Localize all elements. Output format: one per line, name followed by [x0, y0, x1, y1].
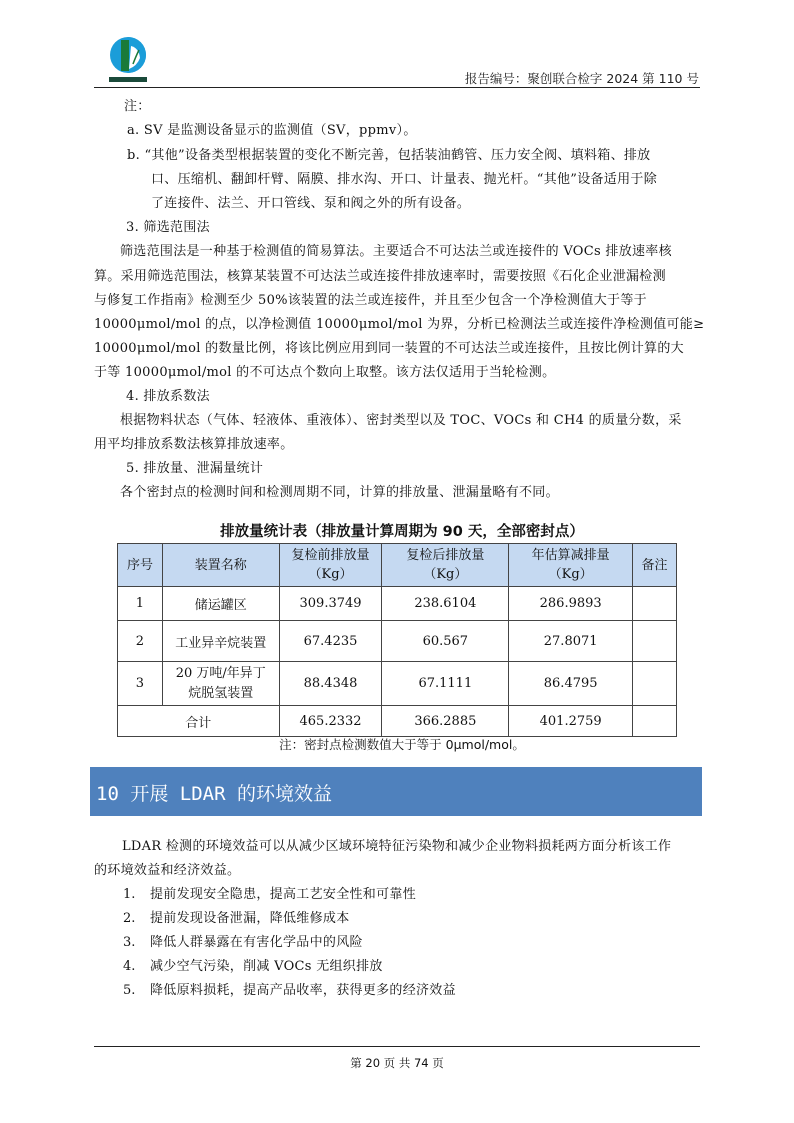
method3-line: 于等 10000μmol/mol 的不可达点个数向上取整。该方法仅适用于当轮检测。 [94, 365, 556, 380]
method3-line: 筛选范围法是一种基于检测值的简易算法。主要适合不可达法兰或连接件的 VOCs 排放速率核 [120, 244, 672, 259]
method5-line: 各个密封点的检测时间和检测周期不同，计算的排放量、泄漏量略有不同。 [120, 485, 559, 500]
note-b-line: b. “其他”设备类型根据装置的变化不断完善，包括装油鹤管、压力安全阀、填料箱、排放 [127, 148, 651, 163]
cell-before: 309.3749 [279, 587, 382, 621]
list-item-number: 3. [123, 935, 136, 950]
cell-annual: 27.8071 [509, 621, 633, 662]
list-item-text: 提前发现安全隐患，提高工艺安全性和可靠性 [150, 887, 417, 902]
page-number: 第 20 页 共 74 页 [350, 1056, 444, 1070]
emissions-table [117, 543, 677, 737]
cell-before: 67.4235 [279, 621, 382, 662]
list-item-text: 降低原料损耗，提高产品收率，获得更多的经济效益 [150, 983, 456, 998]
column-header-annual: 年估算减排量 （Kg） [509, 544, 633, 587]
method3-line: 与修复工作指南》检测至少 50%该装置的法兰或连接件，并且至少包含一个净检测值大于等于 [94, 293, 647, 308]
header-divider [94, 87, 700, 88]
cell-after: 60.567 [382, 621, 509, 662]
cell-total-label: 合计 [118, 706, 280, 737]
cell-no: 2 [118, 621, 163, 662]
method3-line: 算。采用筛选范围法，核算某装置不可达法兰或连接件排放速率时，需要按照《石化企业泄漏检测 [94, 269, 666, 284]
method4-heading: 4. 排放系数法 [126, 389, 210, 404]
note-b-line: 了连接件、法兰、开口管线、泵和阀之外的所有设备。 [151, 196, 471, 211]
note-a: a. SV 是监测设备显示的监测值（SV，ppmv）。 [127, 123, 417, 138]
list-item-number: 4. [123, 959, 136, 974]
cell-after: 238.6104 [382, 587, 509, 621]
cell-before: 88.4348 [279, 662, 382, 706]
list-item-number: 2. [123, 911, 136, 926]
cell-name: 工业异辛烷装置 [162, 621, 279, 662]
method3-line: 10000μmol/mol 的点，以净检测值 10000μmol/mol 为界，分析已检测法兰或连接件净检测值可能≥ [94, 317, 705, 332]
report-number: 报告编号：聚创联合检字 2024 第 110 号 [464, 71, 699, 86]
cell-no: 3 [118, 662, 163, 706]
cell-annual: 86.4795 [509, 662, 633, 706]
method4-line: 根据物料状态（气体、轻液体、重液体）、密封类型以及 TOC、VOCs 和 CH4 的质量分数，采 [120, 413, 682, 428]
cell-no: 1 [118, 587, 163, 621]
table-row [118, 621, 677, 662]
section-title: 10 开展 LDAR 的环境效益 [96, 783, 332, 805]
list-item-text: 减少空气污染，削减 VOCs 无组织排放 [150, 959, 383, 974]
table-note: 注：密封点检测数值大于等于 0μmol/mol。 [279, 737, 525, 752]
method3-heading: 3. 筛选范围法 [126, 220, 210, 235]
footer-divider [94, 1046, 700, 1047]
logo-icon [107, 36, 149, 86]
table-header-row [118, 544, 677, 587]
cell-after: 67.1111 [382, 662, 509, 706]
notes-label: 注： [124, 99, 151, 114]
column-header-after: 复检后排放量 （Kg） [382, 544, 509, 587]
method4-line: 用平均排放系数法核算排放速率。 [94, 437, 294, 452]
company-logo [107, 36, 149, 86]
list-item-text: 降低人群暴露在有害化学品中的风险 [150, 935, 363, 950]
cell-remark [633, 621, 677, 662]
cell-total-remark [633, 706, 677, 737]
table-total-row [118, 706, 677, 737]
method5-heading: 5. 排放量、泄漏量统计 [126, 461, 264, 476]
cell-remark [633, 587, 677, 621]
cell-remark [633, 662, 677, 706]
cell-name: 储运罐区 [162, 587, 279, 621]
section-intro-line: 的环境效益和经济效益。 [94, 863, 241, 878]
list-item-number: 1. [123, 887, 136, 902]
cell-total-annual: 401.2759 [509, 706, 633, 737]
cell-total-before: 465.2332 [279, 706, 382, 737]
note-b-line: 口、压缩机、翻卸杆臂、隔膜、排水沟、开口、计量表、抛光杆。“其他”设备适用于除 [151, 172, 657, 187]
list-item-number: 5. [123, 983, 136, 998]
cell-total-after: 366.2885 [382, 706, 509, 737]
method3-line: 10000μmol/mol 的数量比例，将该比例应用到同一装置的不可达法兰或连接件，且按比例计算的大 [94, 341, 684, 356]
section-intro-line: LDAR 检测的环境效益可以从减少区域环境特征污染物和减少企业物料损耗两方面分析该工作 [122, 839, 672, 854]
cell-name: 20 万吨/年异丁 烷脱氢装置 [162, 662, 279, 706]
table-row [118, 662, 677, 706]
list-item-text: 提前发现设备泄漏，降低维修成本 [150, 911, 350, 926]
cell-annual: 286.9893 [509, 587, 633, 621]
column-header-remark: 备注 [633, 544, 677, 587]
table-caption: 排放量统计表（排放量计算周期为 90 天，全部密封点） [220, 524, 584, 540]
column-header-name: 装置名称 [162, 544, 279, 587]
column-header-before: 复检前排放量 （Kg） [279, 544, 382, 587]
table-row [118, 587, 677, 621]
column-header-no: 序号 [118, 544, 163, 587]
